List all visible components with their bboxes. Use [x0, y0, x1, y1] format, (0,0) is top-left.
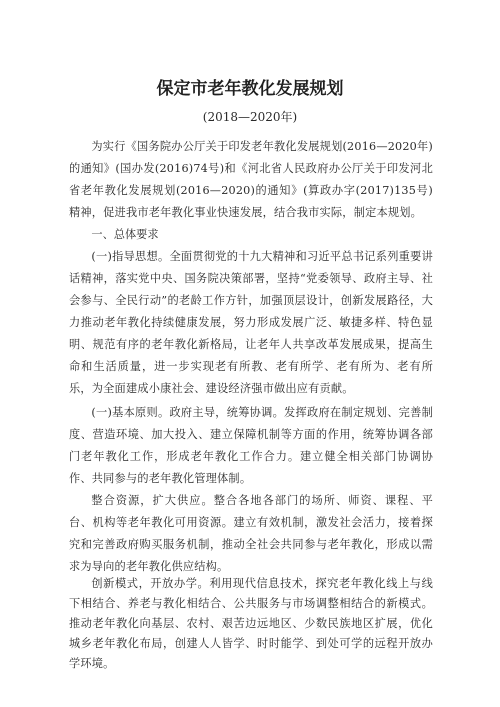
innovation-paragraph: 创新模式，开放办学。利用现代信息技术，探究老年教化线上与线下相结合、养老与教化相结合、公共服务与市场调整相结合的新模式。推动老年教化向基层、农村、艰苦边远地区、少数民族地区扩展，优化城乡老年教化布局，创建人人皆学、时时能学、到处可学的远程开放办学环境。 [69, 577, 433, 670]
integrate-resources-paragraph: 整合资源，扩大供应。整合各地各部门的场所、师资、课程、平台、机构等老年教化可用资源。建立有效机制，激发社会活力，接着探究和完善政府购买服务机制，推动全社会共同参与老年教化，形成以需求为导向的老年教化供应结构。 [69, 494, 433, 573]
intro-paragraph: 为实行《国务院办公厅关于印发老年教化发展规划(2016—2020年)的通知》(国办发(2016)74号)和《河北省人民政府办公厅关于印发河北省老年教化发展规划(2016—2020)的通知》(算政办字(2017)135号)精神，促进我市老年教化事业快速发展，结合我市实际，制定本规划。 [69, 140, 433, 219]
section-heading: 一、总体要求 [91, 228, 159, 241]
document-subtitle: (2018—2020年) [202, 110, 298, 124]
guiding-ideology-paragraph: (一)指导思想。全面贯彻党的十九大精神和习近平总书记系列重要讲话精神，落实党中央、国务院决策部署，坚持“党委领导、政府主导、社会参与、全民行动”的老龄工作方针，加强顶层设计，创新发展路径，大力推动老年教化持续健康发展，努力形成发展广泛、敏捷多样、特色显明、规范有序的老年教化新格局，让老年人共享改革发展成果，提高生命和生活质量，进一步实现老有所教、老有所学、老有所为、老有所乐，为全面建成小康社会、建设经济强市做出应有贡献。 [69, 250, 433, 395]
basic-principles-paragraph: (一)基本原则。政府主导，统筹协调。发挥政府在制定规划、完善制度、营造环境、加大投入、建立保障机制等方面的作用，统筹协调各部门老年教化工作，形成老年教化工作合力。建立健全相关部门协调协作、共同参与的老年教化管理体制。 [69, 406, 433, 485]
document-title: 保定市老年教化发展规划 [156, 79, 344, 99]
